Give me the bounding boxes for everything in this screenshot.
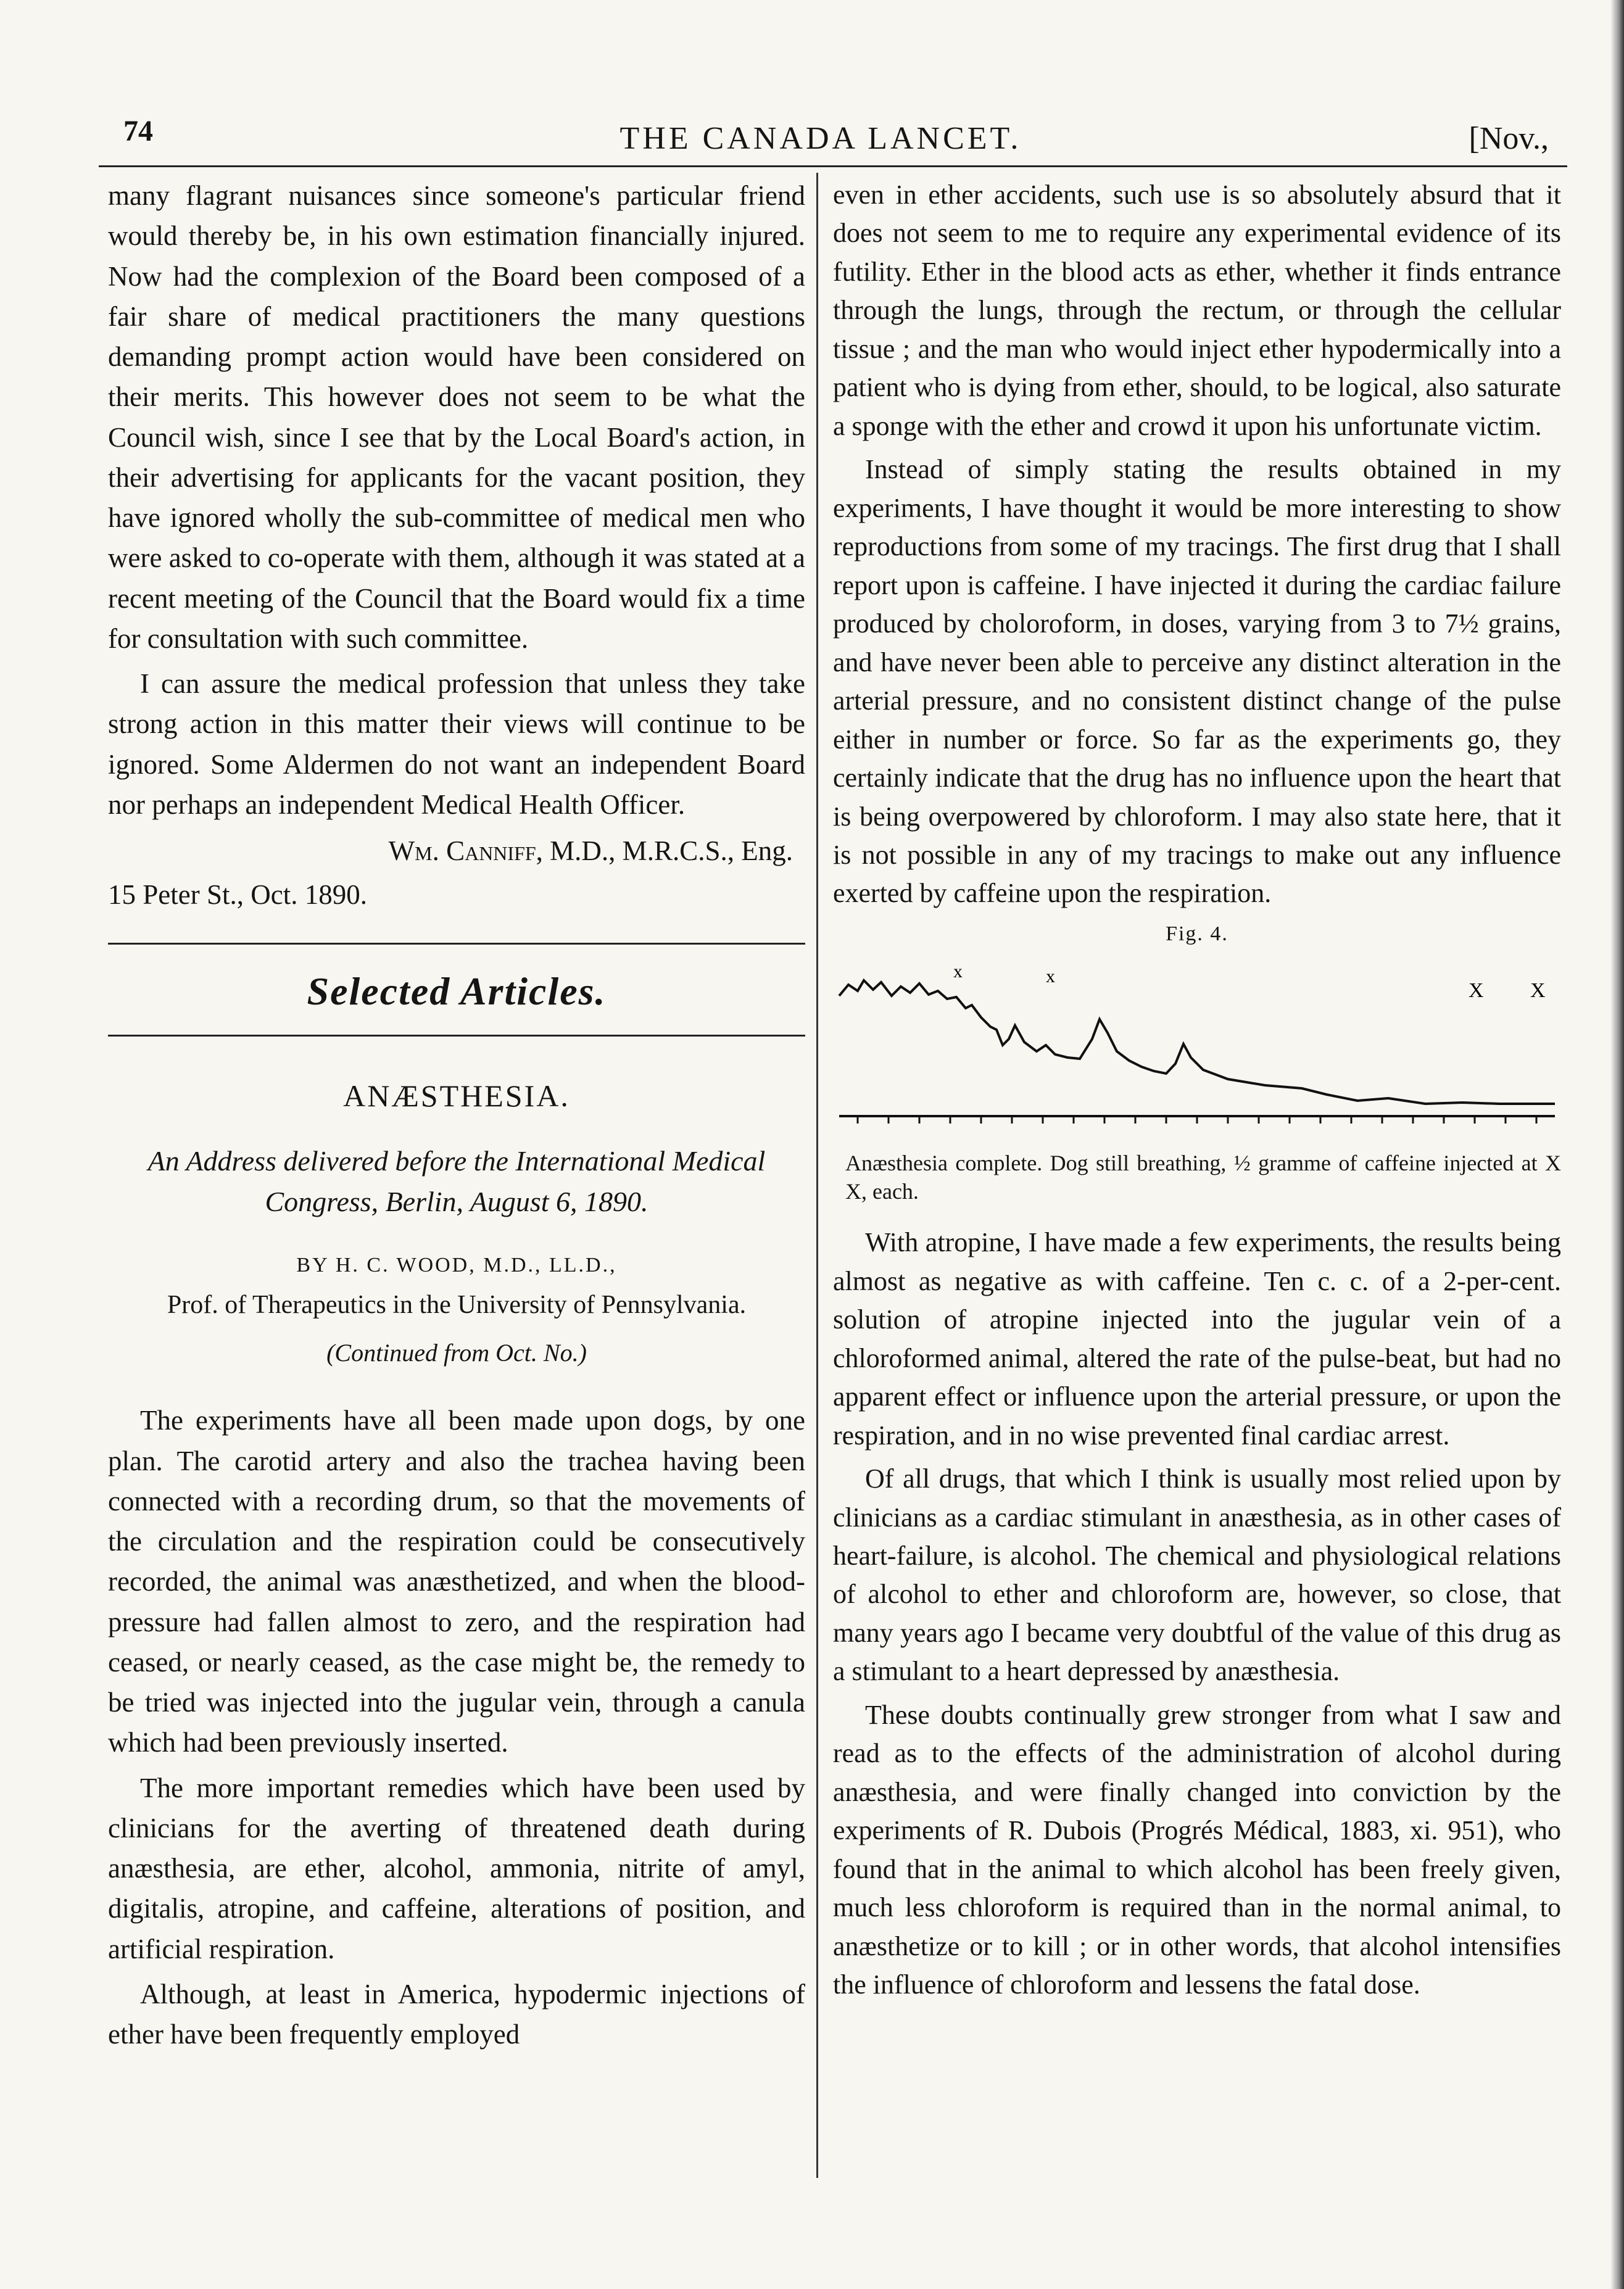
running-title: THE CANADA LANCET. (619, 121, 1022, 156)
article-paragraph: Of all drugs, that which I think is usually most relied upon by clinicians as a cardiac stimulant in anæsthesia, as in other cases of heart-failure, is alcohol. The chemical and physiological relations of alcohol to ether and chloroform are, however, so close, that many years ago I became very doubtful of the value of this drug as a stimulant to a heart depressed by anæsthesia. (833, 1463, 1561, 1687)
right-column (833, 176, 1561, 2005)
left-column (108, 176, 805, 2055)
article-paragraph: The more important remedies which have been used by clinicians for the averting of threatened death during anæsthesia, are ether, alcohol, ammonia, nitrite of amyl, digitalis, atropine, and caffeine, alterations of position, and artificial respiration. (108, 1772, 805, 1964)
signature-degrees: , M.D., M.R.C.S., Eng. (536, 835, 793, 866)
article-paragraph: The experiments have all been made upon dogs, by one plan. The carotid artery and also the trachea having been connected with a recording drum, so that the movements of the circulation and the respiration could be consecutively recorded, the animal was anæsthetized, and when the blood-pressure had fallen almost to zero, and the respiration had ceased, or nearly ceased, as the case might be, the remedy to be tried was injected into the jugular vein, through a canula which had been previously inserted. (108, 1405, 805, 1758)
signature-name: Wm. Canniff (388, 835, 536, 866)
blood-pressure-trace (839, 980, 1555, 1104)
letter-paragraph: many flagrant nuisances since someone's particular friend would thereby be, in his own estimation financially injured. Now had the complexion of the Board been composed of a fair share of medical practitioners the many questions demanding prompt action would have been considered on their merits. This however does not seem to be what the Council wish, since I see that by the Local Board's action, in their advertising for applicants for the vacant position, they have ignored wholly the sub-committee of medical men who were asked to co-operate with them, although it was stated at a recent meeting of the Council that the Board would fix a time for consultation with such committee. (108, 180, 805, 654)
article-paragraph: With atropine, I have made a few experiments, the results being almost as negative as with caffeine. Ten c. c. of a 2-per-cent. solution of atropine injected into the jugular vein of a chloroformed animal, altered the rate of the pulse-beat, but had no apparent effect or influence upon the arterial pressure, or upon the respiration, and in no wise prevented final cardiac arrest. (833, 1227, 1561, 1451)
page-number: 74 (123, 115, 153, 147)
page-edge-shadow (1610, 0, 1624, 2289)
article-title: ANÆSTHESIA. (343, 1078, 570, 1114)
article-byline: BY H. C. WOOD, M.D., LL.D., (296, 1254, 617, 1277)
column-divider (816, 173, 818, 2178)
injection-mark: X (1469, 979, 1484, 1003)
section-title: Selected Articles. (307, 969, 607, 1013)
article-subtitle: An Address delivered before the International Medical Congress, Berlin, August 6, 1890. (147, 1144, 766, 1218)
injection-mark: X (1530, 979, 1546, 1003)
letter-paragraph: I can assure the medical profession that unless they take strong action in this matter their views will continue to be ignored. Some Aldermen do not want an independent Board nor perhaps an independent Medical Health Officer. (108, 668, 805, 820)
continued-note: (Continued from Oct. No.) (326, 1339, 587, 1367)
pulse-tracing-figure (833, 953, 1561, 1138)
article-paragraph: even in ether accidents, such use is so absolutely absurd that it does not seem to me to require any experimental evidence of its futility. Ether in the blood acts as ether, whether it finds entrance through the lungs, through the rectum, or through the cellular tissue ; and the man who would inject ether hypodermically into a patient who is dying from ether, should, to be logical, also saturate a sponge with the ether and crowd it upon his unfortunate victim. (833, 180, 1561, 441)
injection-mark: x (953, 961, 963, 982)
author-affiliation: Prof. of Therapeutics in the University of Pennsylvania. (167, 1291, 747, 1320)
letter-signature (108, 831, 805, 871)
page-header (93, 114, 1549, 157)
figure-label: Fig. 4. (1166, 922, 1228, 945)
article-paragraph: Although, at least in America, hypodermic injections of ether have been frequently employed (108, 1978, 805, 2050)
injection-mark: x (1046, 966, 1055, 987)
article-paragraph: These doubts continually grew stronger from what I saw and read as to the effects of the administration of alcohol during anæsthesia, and were finally changed into conviction by the experiments of R. Dubois (Progrés Médical, 1883, xi. 951), who found that in the animal to which alcohol has been freely given, much less chloroform is required than in the normal animal, to anæsthetize or to kill ; or in other words, that alcohol intensifies the influence of chloroform and lessens the fatal dose. (833, 1699, 1561, 2000)
section-rule (108, 1035, 805, 1037)
article-paragraph: Instead of simply stating the results obtained in my experiments, I have thought it would be more interesting to show reproductions from some of my tracings. The first drug that I shall report upon is caffeine. I have injected it during the cardiac failure produced by choloroform, in doses, varying from 3 to 7½ grains, and have never been able to perceive any distinct alteration in the arterial pressure, and no consistent distinct change of the pulse either in number or force. So far as the experiments go, they certainly indicate that the drug has no influence upon the heart that is being overpowered by chloroform. I may also state here, that it is not possible in any of my tracings to make out any influence exerted by caffeine upon the respiration. (833, 454, 1561, 909)
letter-address: 15 Peter St., Oct. 1890. (108, 879, 367, 911)
issue-month: [Nov., (1469, 121, 1549, 156)
figure-caption: Anæsthesia complete. Dog still breathing, ½ gramme of caffeine injected at X X, each. (845, 1150, 1561, 1204)
section-rule (108, 943, 805, 945)
header-rule (99, 165, 1567, 167)
